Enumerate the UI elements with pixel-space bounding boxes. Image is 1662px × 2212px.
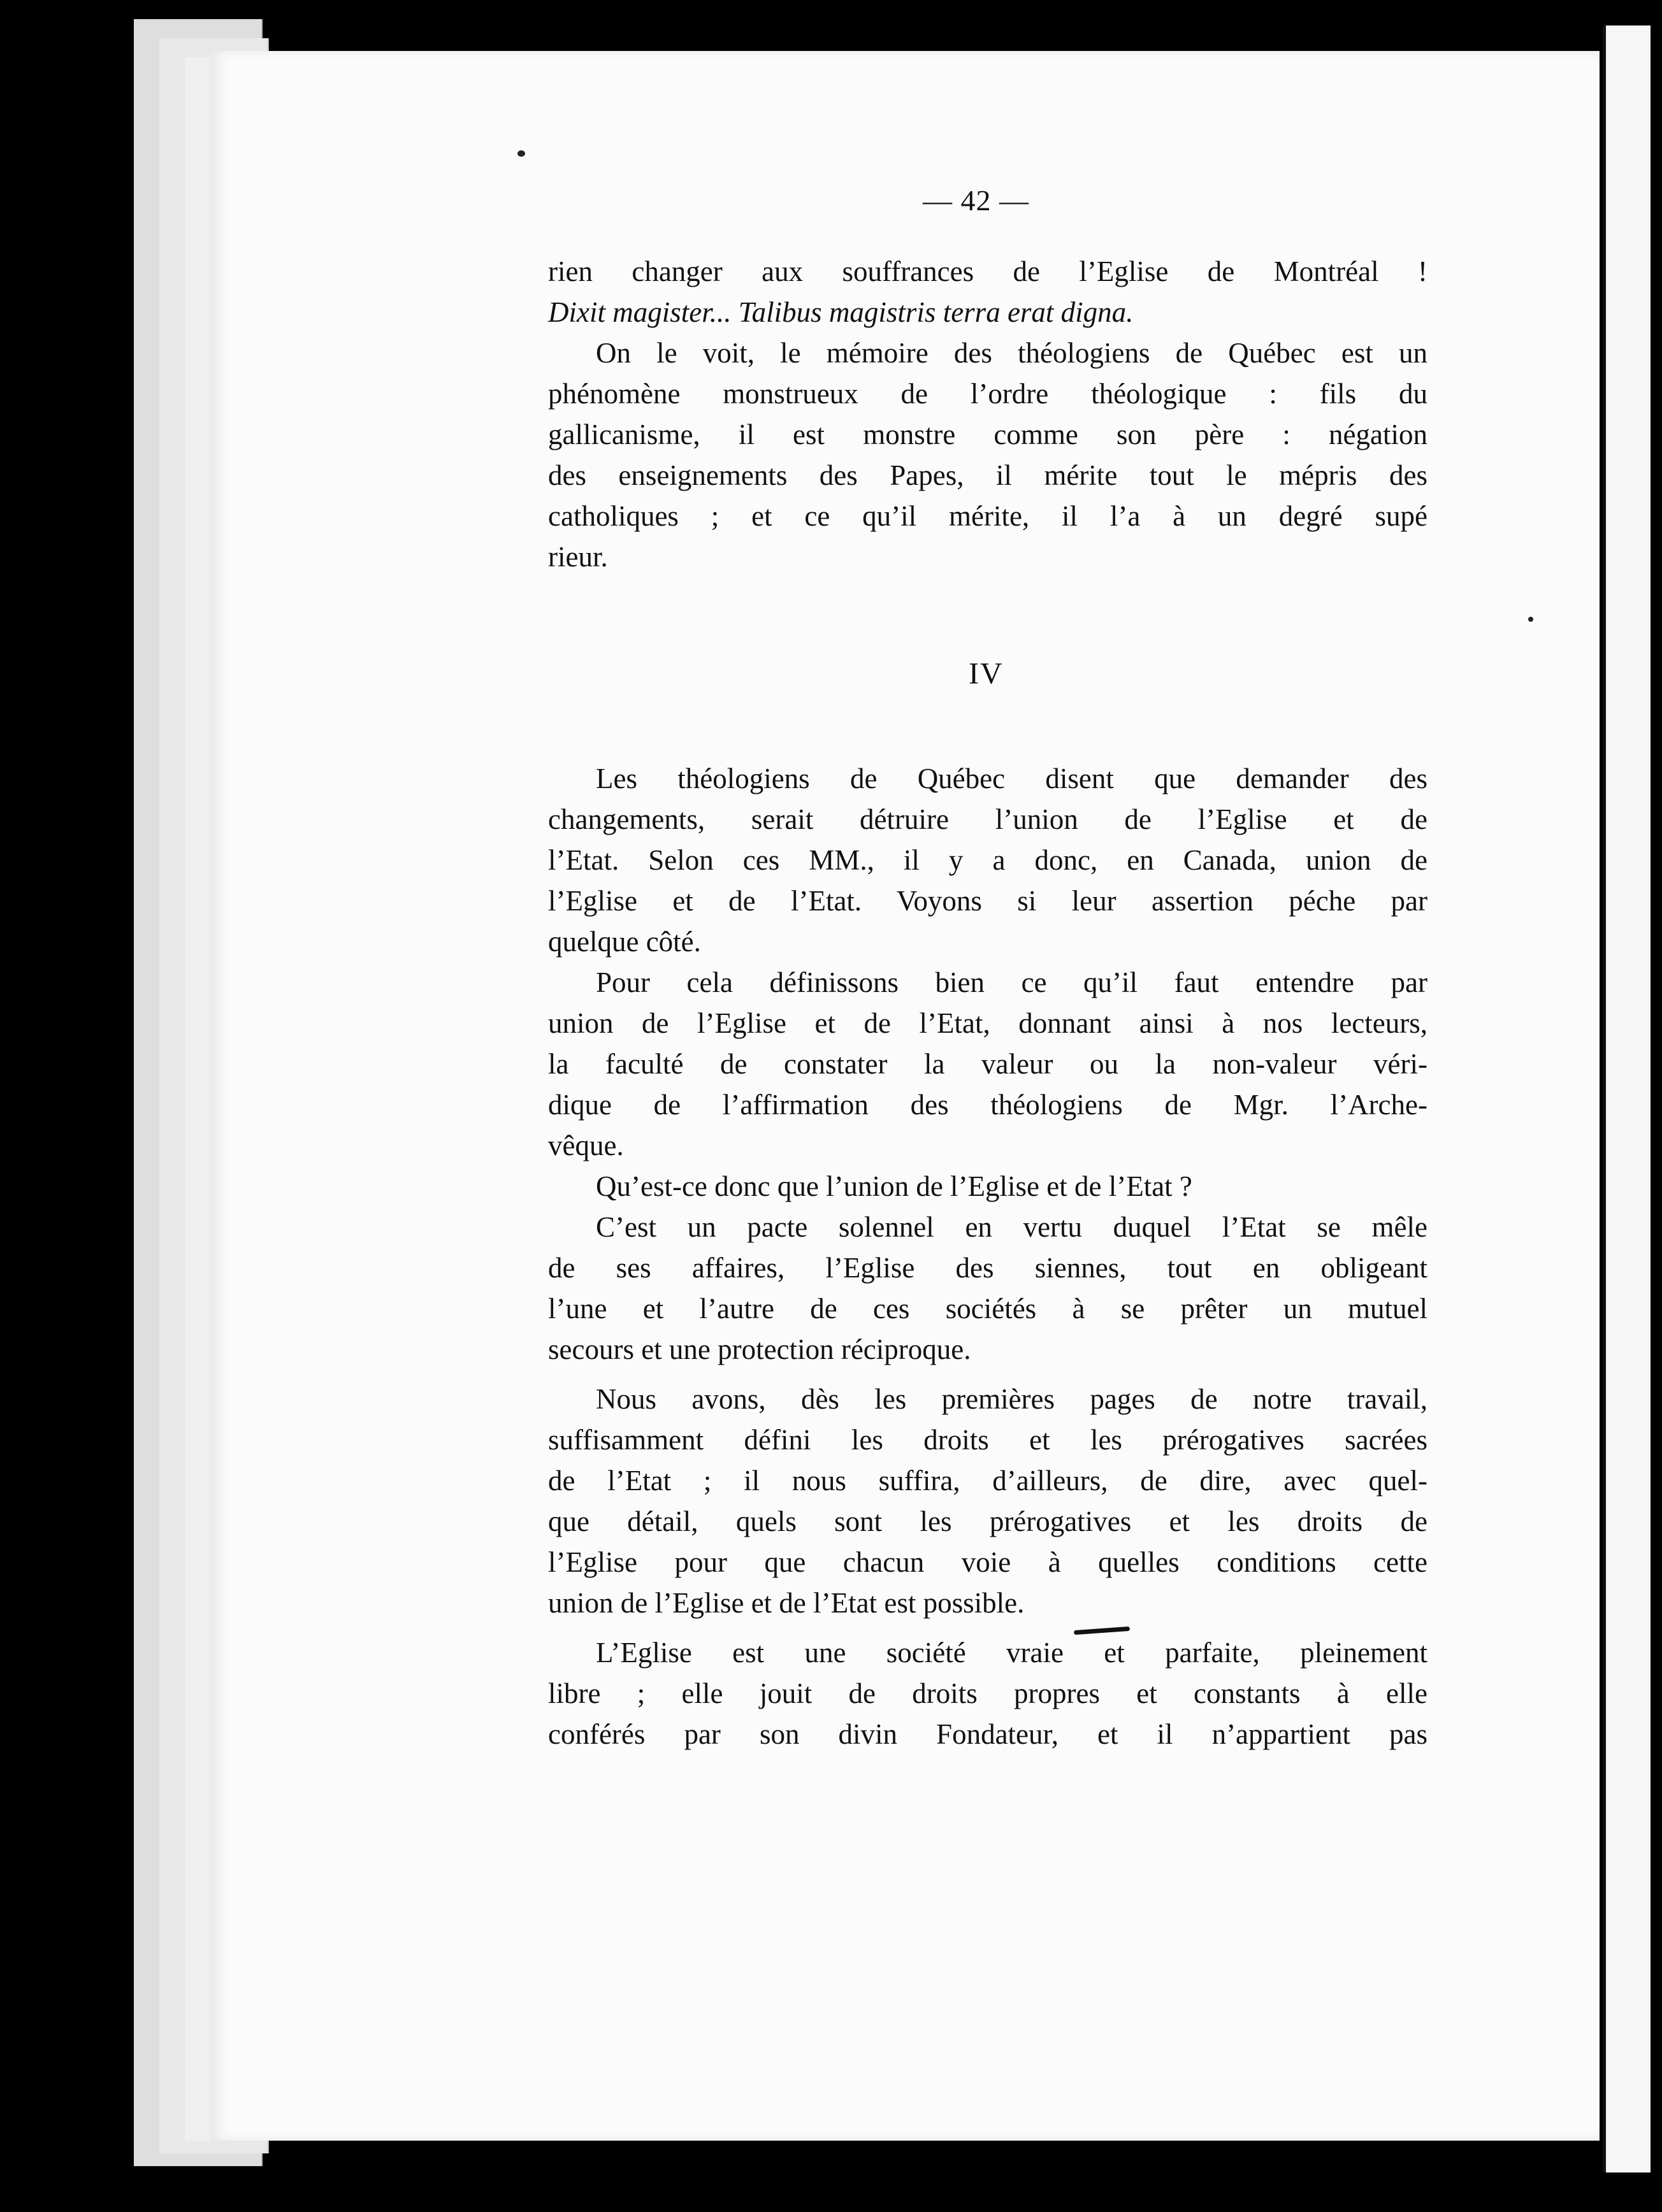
text-line: union de l’Eglise et de l’Etat, donnant ainsi à nos lecteurs,	[548, 1007, 1427, 1039]
text-line: changements, serait détruire l’union de l’Eglise et de	[548, 803, 1427, 835]
text-line: libre ; elle jouit de droits propres et constants à elle	[548, 1677, 1427, 1709]
text-line: vêque.	[548, 1130, 624, 1161]
text-line: des enseignements des Papes, il mérite tout le mépris des	[548, 459, 1427, 491]
text-line: l’Eglise et de l’Etat. Voyons si leur assertion péche par	[548, 885, 1427, 917]
page-number: — 42 —	[923, 184, 1029, 217]
text-line: Qu’est-ce donc que l’union de l’Eglise et de l’Etat ?	[596, 1170, 1192, 1202]
text-line: L’Eglise est une société vraie et parfaite, pleinement	[596, 1637, 1427, 1669]
text-line: On le voit, le mémoire des théologiens de Québec est un	[596, 337, 1427, 369]
text-line: la faculté de constater la valeur ou la non-valeur véri-	[548, 1048, 1427, 1080]
text-line: de ses affaires, l’Eglise des siennes, tout en obligeant	[548, 1252, 1427, 1284]
text-line: union de l’Eglise et de l’Etat est possible.	[548, 1587, 1025, 1619]
text-line: suffisamment défini les droits et les prérogatives sacrées	[548, 1424, 1427, 1456]
section-heading: IV	[969, 657, 1004, 691]
text-line: l’une et l’autre de ces sociétés à se prêter un mutuel	[548, 1293, 1427, 1325]
text-line: gallicanisme, il est monstre comme son père : négation	[548, 419, 1427, 450]
text-line: l’Etat. Selon ces MM., il y a donc, en Canada, union de	[548, 844, 1427, 876]
text-line: Pour cela définissons bien ce qu’il faut entendre par	[596, 966, 1427, 998]
facing-page-edge	[1603, 25, 1651, 2172]
text-line: rieur.	[548, 541, 608, 573]
specks	[1528, 617, 1533, 622]
text-line: l’Eglise pour que chacun voie à quelles conditions cette	[548, 1546, 1427, 1578]
text-line: Nous avons, dès les premières pages de notre travail,	[596, 1383, 1427, 1415]
text-line: catholiques ; et ce qu’il mérite, il l’a à un degré supé	[548, 500, 1427, 532]
text-line: phénomène monstrueux de l’ordre théologique : fils du	[548, 378, 1427, 410]
text-line: conférés par son divin Fondateur, et il n’appartient pas	[548, 1718, 1427, 1750]
text-line: dique de l’affirmation des théologiens de Mgr. l’Arche-	[548, 1089, 1427, 1121]
specks	[517, 150, 525, 157]
text-line: quelque côté.	[548, 926, 701, 958]
text-line: rien changer aux souffrances de l’Eglise de Montréal !	[548, 255, 1427, 287]
text-line: Les théologiens de Québec disent que demander des	[596, 763, 1427, 794]
text-line: de l’Etat ; il nous suffira, d’ailleurs, de dire, avec quel-	[548, 1465, 1427, 1497]
text-line: secours et une protection réciproque.	[548, 1333, 971, 1365]
text-line: que détail, quels sont les prérogatives et les droits de	[548, 1505, 1427, 1537]
text-line: Dixit magister... Talibus magistris terra erat digna.	[548, 296, 1134, 328]
text-line: C’est un pacte solennel en vertu duquel l’Etat se mêle	[596, 1211, 1427, 1243]
